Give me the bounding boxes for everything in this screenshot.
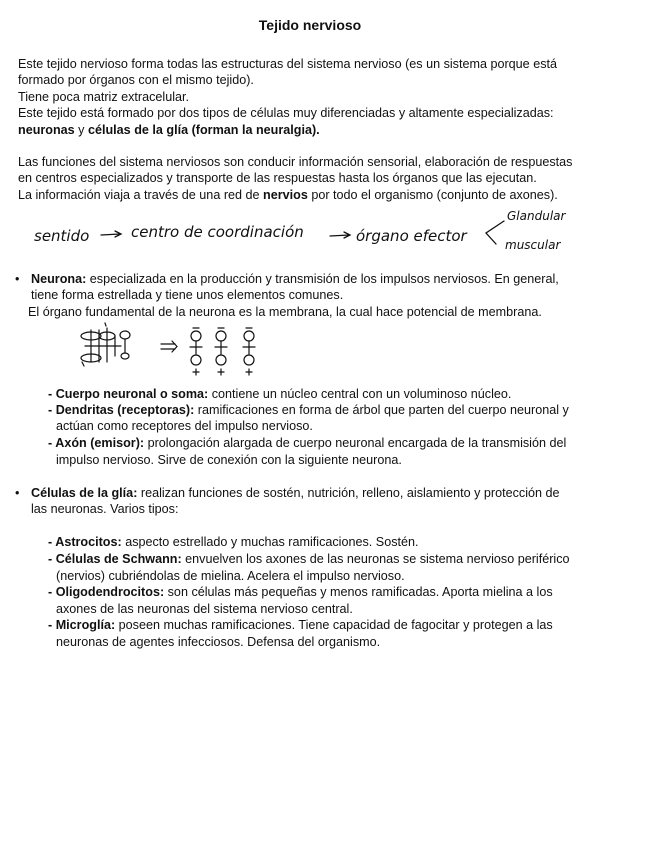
neuron-group-icon [81,323,130,366]
glia-item-schwann-cont: (nervios) cubriéndolas de mielina. Acelera el impulso nervioso. [56,569,405,583]
neuron-membrane-sketch [75,322,275,380]
term-neuronas: neuronas [18,123,75,137]
polarized-neuron-2-icon [215,328,227,375]
arrow-1-icon [101,231,121,237]
neurona-line-1: Neurona: especializada en la producción y transmisión de los impulsos nerviosos. En general, [31,272,559,286]
intro-line-3: Tiene poca matriz extracelular. [18,90,190,104]
hw-centro: centro de coordinación [131,223,304,241]
functions-line-2: en centros especializados y transporte de las respuestas hasta los órganos que las ejecutan. [18,171,537,185]
arrow-2-icon [330,232,350,238]
hw-organo: órgano efector [356,227,467,245]
handwritten-flow-diagram [0,200,646,260]
polarized-neuron-1-icon [190,328,202,375]
neurona-heading: Neurona: [31,272,87,286]
glia-item-oligodendrocitos-cont: axones de las neuronas del sistema nervioso central. [56,602,353,616]
functions-line-1: Las funciones del sistema nerviosos son conducir información sensorial, elaboración de respuestas [18,155,573,169]
branch-bracket-icon [486,221,504,244]
glia-line-2: las neuronas. Varios tipos: [31,502,179,516]
hw-muscular: muscular [505,238,561,252]
glia-item-schwann: - Células de Schwann: envuelven los axones de las neuronas se sistema nervioso periférico [48,552,570,566]
neurona-line-3: El órgano fundamental de la neurona es la membrana, la cual hace potencial de membrana. [28,305,542,319]
intro-line-5: neuronas y células de la glía (forman la neuralgia). [18,123,320,137]
term-glia: células de la glía (forman la neuralgia). [87,123,320,137]
intro-line-2: formado por órganos con el mismo tejido). [18,73,254,87]
neurona-item-dendritas: - Dendritas (receptoras): ramificaciones en forma de árbol que parten del cuerpo neuronal y [48,403,569,417]
glia-item-microglia: - Microglía: poseen muchas ramificaciones. Tiene capacidad de fagocitar y protegen a las [48,618,553,632]
polarized-neuron-3-icon [243,328,255,375]
functions-line-3: La información viaja a través de una red de nervios por todo el organismo (conjunto de axones). [18,188,558,202]
intro-line-1: Este tejido nervioso forma todas las estructuras del sistema nervioso (es un sistema porque está [18,57,557,71]
neurona-item-axon-cont: impulso nervioso. Sirve de conexión con la siguiente neurona. [56,453,402,467]
neurona-line-2: tiene forma estrellada y tiene unos elementos comunes. [31,288,344,302]
neurona-item-dendritas-cont: actúan como receptores del impulso nervioso. [56,419,313,433]
glia-item-microglia-cont: neuronas de agentes infecciosos. Defensa del organismo. [56,635,381,649]
glia-item-astrocitos: - Astrocitos: aspecto estrellado y muchas ramificaciones. Sostén. [48,535,419,549]
neurona-item-axon: - Axón (emisor): prolongación alargada de cuerpo neuronal encargada de la transmisión del [48,436,567,450]
glia-item-oligodendrocitos: - Oligodendrocitos: son células más pequeñas y menos ramificadas. Aporta mielina a los [48,585,553,599]
glia-bullet: • [15,486,20,500]
term-nervios: nervios [263,188,308,202]
implies-arrow-icon [161,341,177,352]
neurona-bullet: • [15,272,20,286]
hw-sentido: sentido [34,227,90,245]
neurona-item-soma: - Cuerpo neuronal o soma: contiene un núcleo central con un voluminoso núcleo. [48,387,512,401]
glia-line-1: Células de la glía: realizan funciones de sostén, nutrición, relleno, aislamiento y protección de [31,486,560,500]
hw-glandular: Glandular [507,209,566,223]
page-title: Tejido nervioso [258,17,362,33]
intro-line-4: Este tejido está formado por dos tipos de células muy diferenciadas y altamente especializadas: [18,106,554,120]
glia-heading: Células de la glía: [31,486,138,500]
